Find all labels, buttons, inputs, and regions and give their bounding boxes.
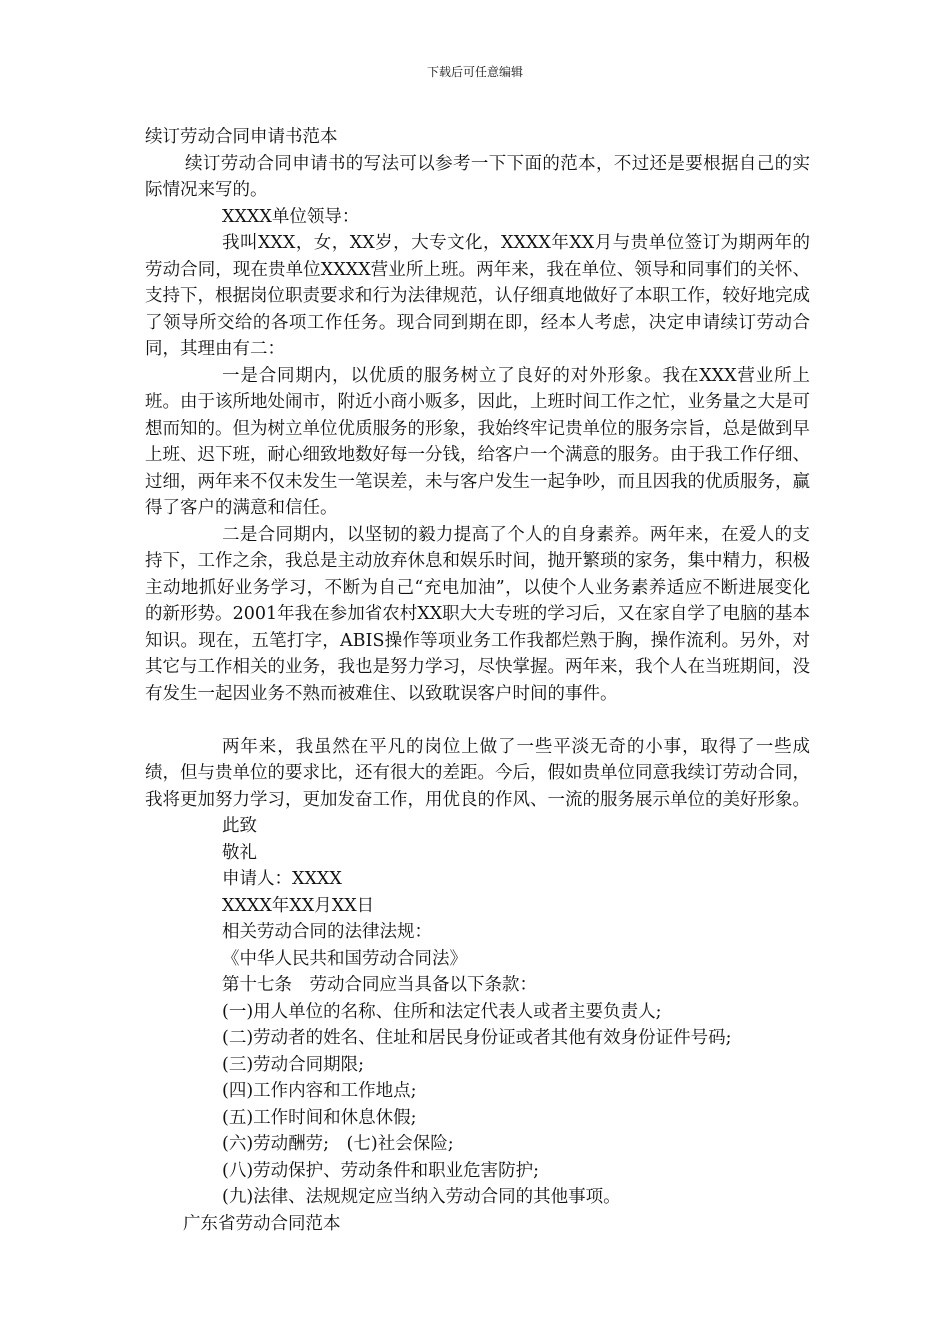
closing-line-2: 敬礼 [222,842,257,863]
clause-item: (九)法律、法规规定应当纳入劳动合同的其他事项。 [222,1187,621,1207]
body-paragraph-2: 一是合同期内，以优质的服务树立了良好的对外形象。我在XXX营业所上班。由于该所地处闹市，附近小商小贩多，因此，上班时间工作之忙，业务量之大是可想而知的。但为树立单位优质服务的形象，我始终牢记贵单位的服务宗旨，总是做到早上班、迟下班，耐心细致地数好每一分钱，给客户一个满意的服务。由于我工作仔细、过细，两年来不仅未发生一笔误差，未与客户发生一起争吵，而且因我的优质服务，赢得了客户的满意和信任。 [145,365,810,518]
document-body [145,124,810,1237]
header-note: 下载后可任意编辑 [426,65,523,79]
clause-item: (三)劳动合同期限; [222,1054,365,1075]
document-title: 续订劳动合同申请书范本 [145,127,338,147]
clause-item: (二)劳动者的姓名、住址和居民身份证或者其他有效身份证件号码; [222,1028,732,1048]
article-heading: 第十七条 劳动合同应当具备以下条款： [222,975,537,995]
paragraph-gap [145,707,810,734]
closing-line-1: 此致 [222,816,257,836]
date-line: XXXX年XX月XX日 [222,895,375,916]
law-title: 《中华人民共和国劳动合同法》 [222,948,467,969]
clause-item: (五)工作时间和休息休假; [222,1107,417,1128]
body-paragraph-1: 我叫XXX，女，XX岁，大专文化，XXXX年XX月与贵单位签订为期两年的劳动合同，现在贵单位XXXX营业所上班。两年来，我在单位、领导和同事们的关怀、支持下，根据岗位职责要求和行为法律规范，认仔细真地做好了本职工作，较好地完成了领导所交给的各项工作任务。现合同到期在即，经本人考虑，决定申请续订劳动合同，其理由有二： [145,233,810,359]
closing-paragraph: 两年来，我虽然在平凡的岗位上做了一些平淡无奇的小事，取得了一些成绩，但与贵单位的要求比，还有很大的差距。今后，假如贵单位同意我续订劳动合同，我将更加努力学习，更加发奋工作，用优良的作风、一流的服务展示单位的美好形象。 [145,736,810,810]
body-paragraph-3: 二是合同期内，以坚韧的毅力提高了个人的自身素养。两年来，在爱人的支持下，工作之余，我总是主动放弃休息和娱乐时间，抛开繁琐的家务，集中精力，积极主动地抓好业务学习，不断为自己“充电加油”，以使个人业务素养适应不断进展变化的新形势。2001年我在参加省农村XX职大大专班的学习后，又在家自学了电脑的基本知识。现在，五笔打字，ABIS操作等项业务工作我都烂熟于胸，操作流利。另外，对其它与工作相关的业务，我也是努力学习，尽快掌握。两年来，我个人在当班期间，没有发生一起因业务不熟而被难住、以致耽误客户时间的事件。 [145,524,810,704]
salutation: XXXX单位领导： [222,206,360,227]
intro-paragraph: 续订劳动合同申请书的写法可以参考一下下面的范本，不过还是要根据自己的实际情况来写的。 [145,153,810,200]
clause-item: (一)用人单位的名称、住所和法定代表人或者主要负责人; [222,1001,662,1022]
clause-item: (六)劳动酬劳; (七)社会保险; [222,1134,454,1154]
clause-item: (八)劳动保护、劳动条件和职业危害防护; [222,1160,540,1181]
law-heading: 相关劳动合同的法律法规： [222,922,432,942]
next-document-title: 广东省劳动合同范本 [183,1213,341,1234]
applicant-line: 申请人：XXXX [222,869,342,889]
clause-item: (四)工作内容和工作地点; [222,1081,417,1101]
